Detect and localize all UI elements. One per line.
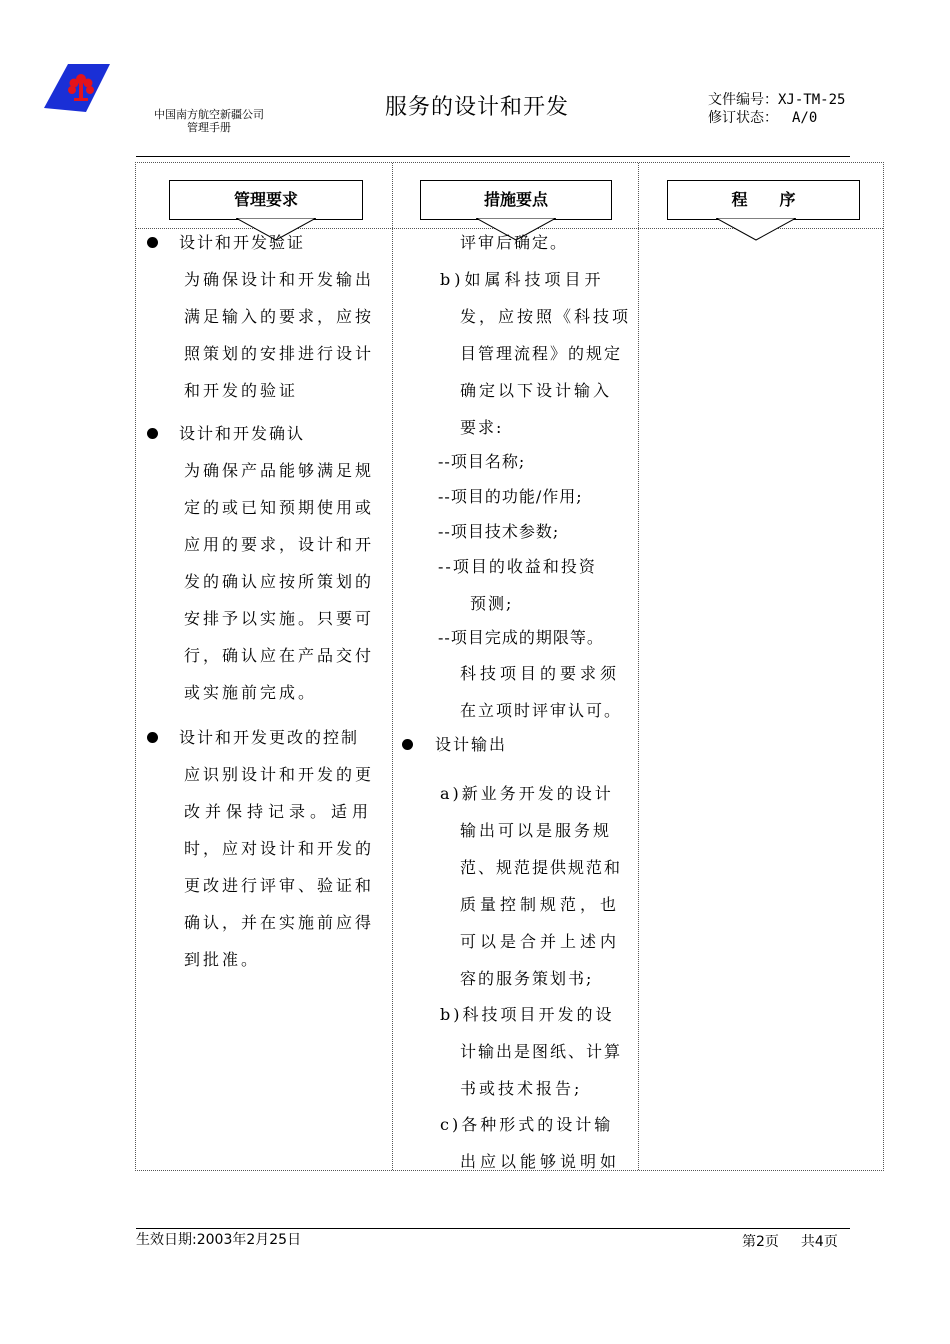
text-line: 书或技术报告; bbox=[460, 1079, 583, 1098]
text-line: 科技项目的要求须 bbox=[460, 664, 621, 683]
column-divider bbox=[638, 163, 639, 1170]
column-header-requirements: 管理要求 bbox=[169, 180, 363, 220]
text-line: 要求: bbox=[460, 418, 504, 437]
text-line: 确定以下设计输入 bbox=[460, 381, 613, 400]
text-line: 到批准。 bbox=[184, 950, 261, 969]
text-line: 发，应按照《科技项 bbox=[460, 307, 632, 326]
list-item: --项目名称; bbox=[438, 452, 526, 471]
airline-logo-icon bbox=[44, 64, 110, 112]
text-line: 可以是合并上述内 bbox=[460, 932, 621, 951]
text-line: 在立项时评审认可。 bbox=[460, 701, 623, 720]
content-table bbox=[135, 162, 884, 1171]
company-line1: 中国南方航空新疆公司 bbox=[154, 108, 264, 121]
list-item: --项目的功能/作用; bbox=[438, 487, 583, 506]
text-line: 应识别设计和开发的更 bbox=[184, 765, 375, 784]
text-line: 出应以能够说明如 bbox=[460, 1152, 621, 1171]
revision-label: 修订状态： bbox=[708, 110, 778, 126]
text-line: 和开发的验证 bbox=[184, 381, 299, 400]
bullet-icon bbox=[147, 732, 158, 743]
text-line: 或实施前完成。 bbox=[184, 683, 318, 702]
header-divider bbox=[136, 156, 850, 157]
text-line: 发的确认应按所策划的 bbox=[184, 572, 375, 591]
page-info bbox=[742, 1231, 860, 1251]
text-line: 更改进行评审、验证和 bbox=[184, 876, 375, 895]
text-line: 定的或已知预期使用或 bbox=[184, 498, 375, 517]
revision-value: A/0 bbox=[792, 110, 818, 126]
list-item: --项目技术参数; bbox=[438, 522, 560, 541]
page-total: 共4页 bbox=[800, 1234, 838, 1250]
doc-number-value: XJ-TM-25 bbox=[778, 92, 846, 108]
text-line: 输出可以是服务规 bbox=[460, 821, 613, 840]
page-title: 服务的设计和开发 bbox=[385, 95, 570, 120]
bullet-icon bbox=[402, 739, 413, 750]
text-line: 目管理流程》的规定 bbox=[460, 344, 623, 363]
company-line2: 管理手册 bbox=[187, 121, 231, 134]
bullet-icon bbox=[147, 428, 158, 439]
text-line: b)科技项目开发的设 bbox=[440, 1005, 615, 1024]
column-header-procedures: 程 序 bbox=[667, 180, 860, 220]
column-header-measures: 措施要点 bbox=[420, 180, 612, 220]
section-heading: 设计和开发更改的控制 bbox=[179, 728, 360, 747]
text-line: 满足输入的要求，应按 bbox=[184, 307, 375, 326]
text-line: 计输出是图纸、计算 bbox=[460, 1042, 623, 1061]
text-line: 安排予以实施。只要可 bbox=[184, 609, 375, 628]
text-line: a)新业务开发的设计 bbox=[440, 784, 614, 803]
text-line: b)如属科技项目开 bbox=[440, 270, 605, 289]
company-name bbox=[148, 108, 270, 134]
text-line: 范、规范提供规范和 bbox=[460, 858, 623, 877]
text-line: 时，应对设计和开发的 bbox=[184, 839, 375, 858]
bullet-icon bbox=[147, 237, 158, 248]
text-line: 应用的要求，设计和开 bbox=[184, 535, 375, 554]
list-item: --项目完成的期限等。 bbox=[438, 628, 604, 647]
text-line: 改并保持记录。适用 bbox=[184, 802, 374, 821]
list-item-continued: 预测; bbox=[470, 594, 514, 613]
text-line: 质量控制规范，也 bbox=[460, 895, 621, 914]
document-info bbox=[708, 93, 845, 125]
text-line: 照策划的安排进行设计 bbox=[184, 344, 375, 363]
doc-number-label: 文件编号： bbox=[708, 92, 778, 108]
section-heading: 设计和开发确认 bbox=[179, 424, 306, 443]
down-arrow-icon bbox=[716, 218, 796, 242]
text-line: 为确保产品能够满足规 bbox=[184, 461, 375, 480]
page-number: 第2页 bbox=[742, 1234, 779, 1250]
text-line: 确认，并在实施前应得 bbox=[184, 913, 375, 932]
column-divider bbox=[392, 163, 393, 1170]
text-line: 为确保设计和开发输出 bbox=[184, 270, 375, 289]
text-line: c)各种形式的设计输 bbox=[440, 1115, 614, 1134]
text-line: 容的服务策划书; bbox=[460, 969, 594, 988]
effective-date: 生效日期:2003年2月25日 bbox=[136, 1232, 302, 1248]
text-line: 评审后确定。 bbox=[460, 233, 569, 252]
list-item: --项目的收益和投资 bbox=[438, 557, 597, 576]
text-line: 行，确认应在产品交付 bbox=[184, 646, 375, 665]
section-heading: 设计输出 bbox=[435, 735, 508, 754]
footer-divider bbox=[136, 1228, 850, 1229]
section-heading: 设计和开发验证 bbox=[179, 233, 306, 252]
